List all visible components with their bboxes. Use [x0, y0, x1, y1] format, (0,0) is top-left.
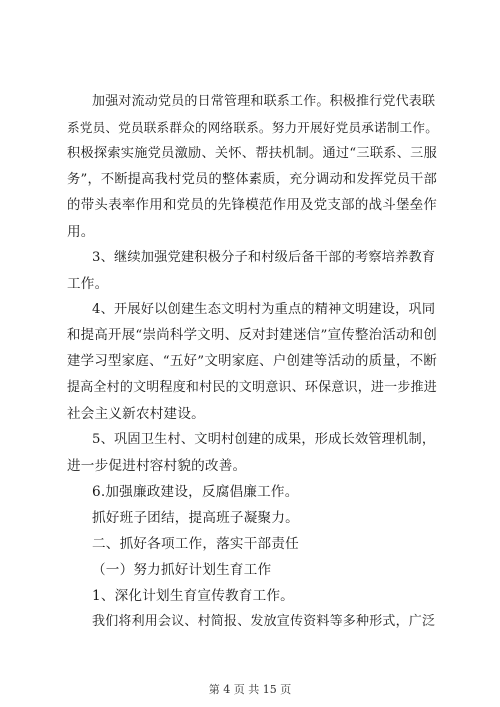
- text-line-3: 积极探索实施党员激励、关怀、帮扶机制。通过“三联系、三服: [67, 146, 437, 161]
- text-line-8: 工作。: [67, 276, 109, 292]
- text-line-11: 建学习型家庭、“五好”文明家庭、户创建等活动的质量，不断: [67, 354, 437, 369]
- text-line-12: 提高全村的文明程度和村民的文明意识、环保意识，进一步推进: [67, 380, 437, 395]
- page-number-footer: 第 4 页 共 15 页: [208, 683, 292, 696]
- text-line-2: 系党员、党员联系群众的网络联系。努力开展好党员承诺制工作。: [67, 120, 439, 135]
- text-line-4: 务”，不断提高我村党员的整体素质，充分调动和发挥党员干部: [67, 172, 437, 187]
- text-line-21: 我们将利用会议、村简报、发放宣传资料等多种形式，广泛: [92, 614, 436, 629]
- text-line-20: 1、深化计划生育宣传教育工作。: [92, 588, 294, 604]
- text-line-17: 抓好班子团结，提高班子凝聚力。: [92, 510, 299, 526]
- text-line-1: 加强对流动党员的日常管理和联系工作。积极推行党代表联: [92, 94, 436, 109]
- text-line-19: （一）努力抓好计划生育工作: [92, 562, 272, 578]
- text-line-13: 社会主义新农村建设。: [67, 406, 205, 422]
- text-line-7: 3、继续加强党建积极分子和村级后备干部的考察培养教育: [92, 250, 436, 265]
- text-line-9: 4、开展好以创建生态文明村为重点的精神文明建设，巩同: [92, 302, 436, 317]
- text-line-18: 二、抓好各项工作，落实干部责任: [92, 536, 299, 552]
- text-line-15: 进一步促进村容村貌的改善。: [67, 458, 247, 474]
- text-line-6: 用。: [67, 224, 95, 240]
- text-line-5: 的带头表率作用和党员的先锋模范作用及党支部的战斗堡垒作: [67, 198, 437, 213]
- text-line-10: 和提高开展“崇尚科学文明、反对封建迷信”宣传整治活动和创: [67, 328, 437, 343]
- text-line-16: 6.加强廉政建设，反腐倡廉工作。: [92, 484, 299, 500]
- text-line-14: 5、巩固卫生村、文明村创建的成果，形成长效管理机制，: [92, 432, 436, 447]
